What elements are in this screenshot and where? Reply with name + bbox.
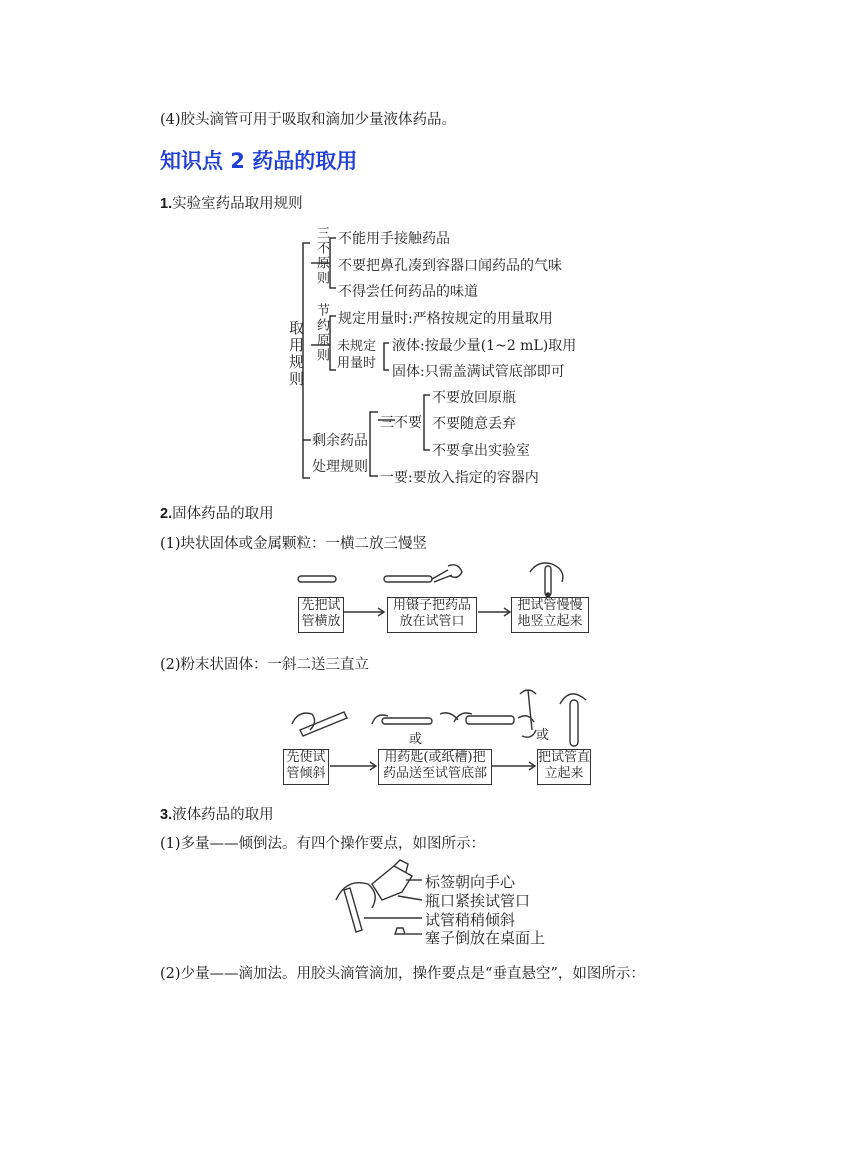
step-box: 先把试管横放	[298, 597, 344, 633]
rule-item: 不要放回原瓶	[432, 390, 516, 406]
pour-point: 试管稍稍倾斜	[425, 911, 516, 929]
rule-item: 不得尝任何药品的味道	[338, 284, 478, 300]
step-box: 用药匙(或纸槽)把药品送至试管底部	[378, 749, 492, 785]
dropping-heading: (2)少量——滴加法。用胶头滴管滴加，操作要点是“垂直悬空”，如图所示：	[160, 966, 645, 982]
branch-three-not-label: 三不原则	[314, 226, 329, 286]
subheading-1-number: 1.	[160, 196, 173, 212]
section-heading: 知识点 2 药品的取用	[160, 149, 358, 173]
subheading-3-number: 3.	[160, 807, 173, 823]
subheading-1-text: 实验室药品取用规则	[172, 196, 303, 212]
pour-point: 标签朝向手心	[425, 873, 516, 891]
powder-solid-heading: (2)粉末状固体：一斜二送三直立	[160, 657, 370, 673]
branch-leftover-label: 剩余药品处理规则	[312, 433, 368, 475]
step-box: 把试管直立起来	[537, 749, 591, 785]
subheading-3-text: 液体药品的取用	[172, 807, 274, 823]
rules-root-label: 取用规则	[287, 320, 305, 388]
block-solid-heading: (1)块状固体或金属颗粒：一横二放三慢竖	[160, 536, 428, 552]
step-box: 先使试管倾斜	[283, 749, 329, 785]
pour-point: 瓶口紧挨试管口	[425, 892, 531, 910]
pour-point: 塞子倒放在桌面上	[425, 929, 546, 947]
three-not-label: 三不要	[380, 415, 422, 431]
unspecified-label: 未规定用量时	[337, 339, 377, 371]
rule-item: 液体:按最少量(1~2 mL)取用	[392, 338, 577, 354]
subheading-2-number: 2.	[160, 506, 173, 522]
rule-item: 不要拿出实验室	[432, 443, 530, 459]
branch-saving-label: 节约原则	[314, 303, 329, 363]
step-box: 用镊子把药品放在试管口	[387, 597, 477, 633]
step-box: 把试管慢慢地竖立起来	[511, 597, 589, 633]
rule-item: 不要把鼻孔凑到容器口闻药品的气味	[338, 258, 562, 274]
rule-item: 不要随意丢弃	[432, 416, 516, 432]
pouring-heading: (1)多量——倾倒法。有四个操作要点，如图所示：	[160, 836, 486, 852]
or-label: 或	[536, 728, 550, 743]
rule-item: 一要:要放入指定的容器内	[380, 470, 539, 486]
subheading-2-text: 固体药品的取用	[172, 506, 274, 522]
intro-text: (4)胶头滴管可用于吸取和滴加少量液体药品。	[160, 112, 457, 128]
rule-item: 不能用手接触药品	[338, 231, 450, 247]
or-label: 或	[409, 732, 423, 747]
rule-item: 固体:只需盖满试管底部即可	[392, 364, 565, 380]
rule-item: 规定用量时:严格按规定的用量取用	[338, 311, 553, 327]
